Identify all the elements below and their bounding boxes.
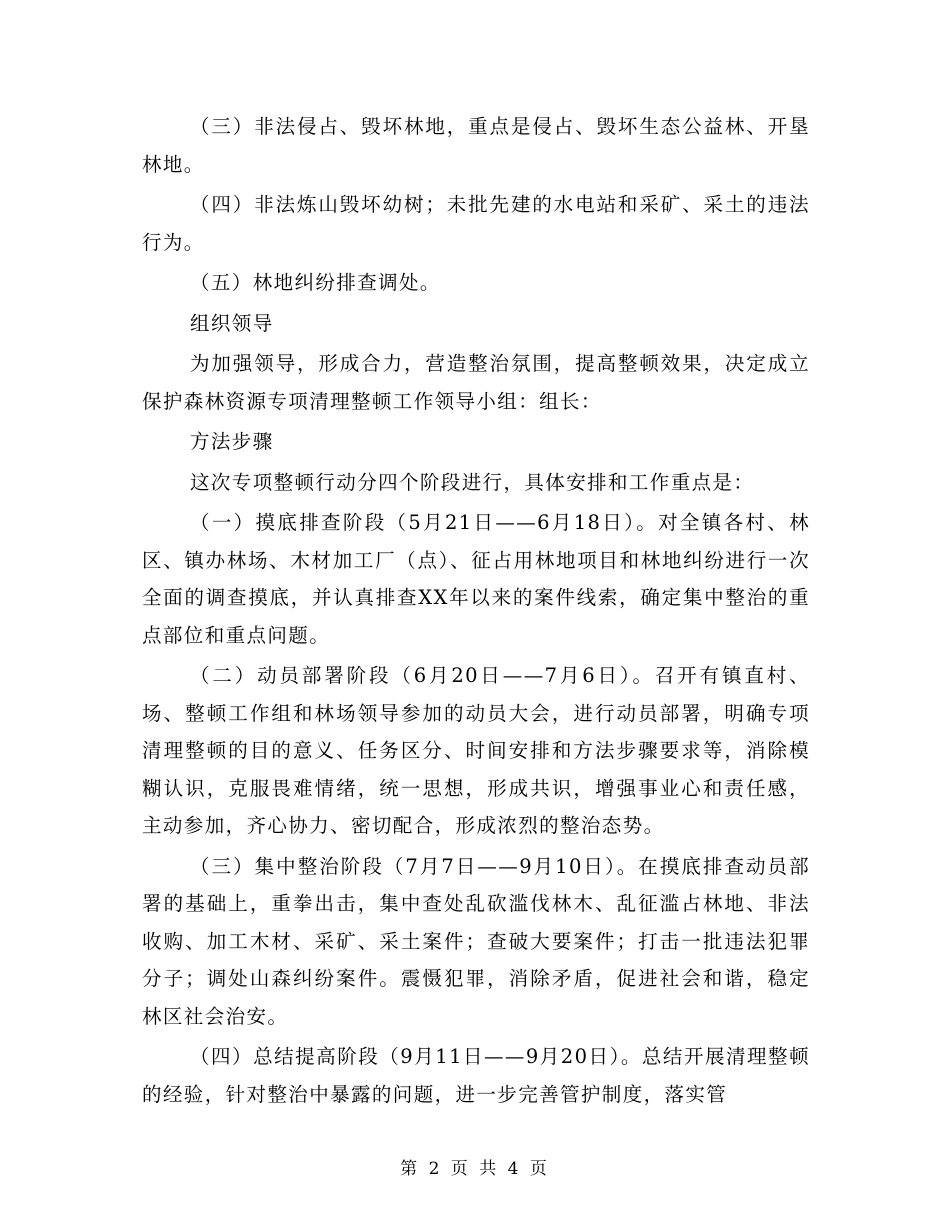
paragraph-phase-mobilization: （二）动员部署阶段（6月20日——7月6日）。召开有镇直村、场、整顿工作组和林场领导参加的动员大会，进行动员部署，明确专项清理整顿的目的意义、任务区分、时间安排和方法步骤要求等，消除模糊认识，克服畏难情绪，统一思想，形成共识，增强事业心和责任感，主动参加，齐心协力、密切配合，形成浓烈的整治态势。 [142,664,810,837]
page-number-footer: 第 2 页 共 4 页 [400,1159,550,1179]
heading-methods-steps: 方法步骤 [190,430,274,453]
paragraph-phase-summary: （四）总结提高阶段（9月11日——9月20日）。总结开展清理整顿的经验，针对整治中暴露的问题，进一步完善管护制度，落实管 [142,1045,810,1106]
paragraph-phase-concentrated-rectification: （三）集中整治阶段（7月7日——9月10日）。在摸底排查动员部署的基础上，重拳出击，集中查处乱砍滥伐林木、乱征滥占林地、非法收购、加工木材、采矿、采土案件；查破大要案件；打击一批违法犯罪分子；调处山森纠纷案件。震慑犯罪，消除矛盾，促进社会和谐，稳定林区社会治安。 [142,854,810,1028]
paragraph-illegal-burning: （四）非法炼山毁坏幼树；未批先建的水电站和采矿、采土的违法行为。 [142,193,810,254]
paragraph-four-phases-intro: 这次专项整顿行动分四个阶段进行，具体安排和工作重点是： [190,470,755,494]
heading-organization-leadership: 组织领导 [190,311,274,335]
paragraph-dispute-mediation: （五）林地纠纷排查调处。 [190,271,441,294]
paragraph-leadership-group: 为加强领导，形成合力，营造整治氛围，提高整顿效果，决定成立保护森林资源专项清理整顿工作领导小组：组长： [142,352,810,413]
paragraph-phase-survey: （一）摸底排查阶段（5月21日——6月18日）。对全镇各村、林区、镇办林场、木材加工厂（点）、征占用林地项目和林地纠纷进行一次全面的调查摸底，并认真排查XX年以来的案件线索，确定集中整治的重点部位和重点问题。 [142,511,810,647]
document-body [142,108,810,1113]
paragraph-illegal-occupation: （三）非法侵占、毁坏林地，重点是侵占、毁坏生态公益林、开垦林地。 [142,115,810,176]
